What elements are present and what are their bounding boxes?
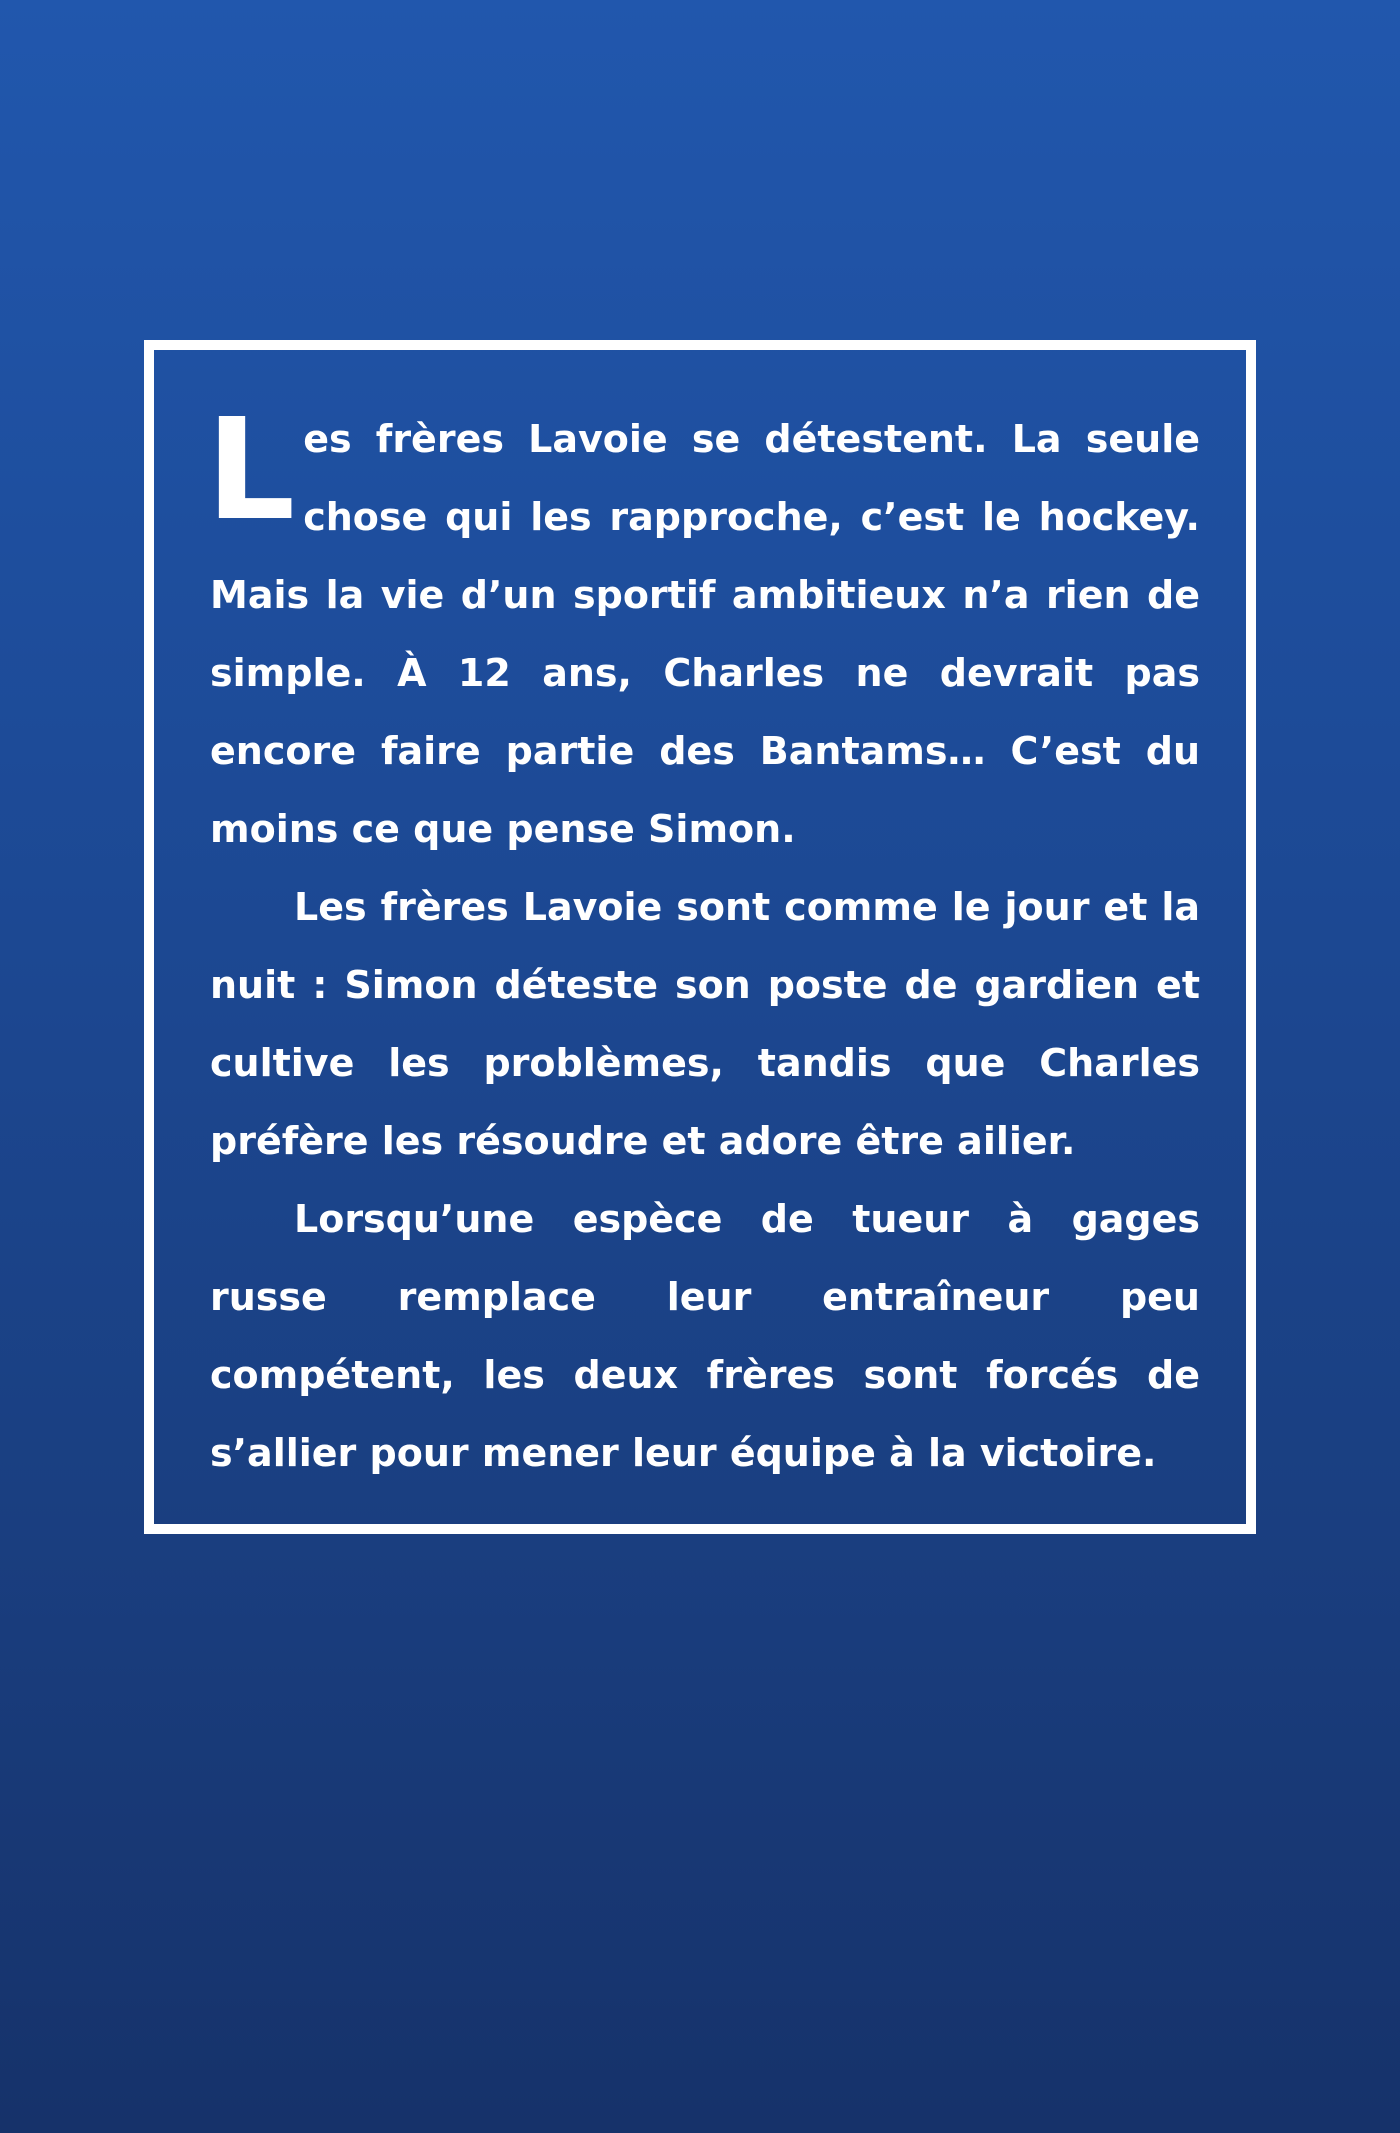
drop-cap: L [206,389,296,552]
blurb-text [206,389,1200,1492]
blurb-paragraph-2: Les frères Lavoie sont comme le jour et la nuit : Simon déteste son poste de gardien et cultive les problèmes, tandis que Charles préfère les résoudre et adore être ailier. [210,885,1200,1163]
blurb-paragraph-1-text: es frères Lavoie se détestent. La seule chose qui les rapproche, c’est le hockey. Mais la vie d’un sportif ambitieux n’a rien de simple. À 12 ans, Charles ne devrait pas encore faire partie des Bantams… C’est du moins ce que pense Simon. [210,417,1200,851]
blurb-frame [144,340,1256,1534]
blurb-paragraph-1 [206,389,1200,868]
blurb-paragraph-3: Lorsqu’une espèce de tueur à gages russe remplace leur entraîneur peu compétent, les deux frères sont forcés de s’allier pour mener leur équipe à la victoire. [210,1197,1200,1475]
